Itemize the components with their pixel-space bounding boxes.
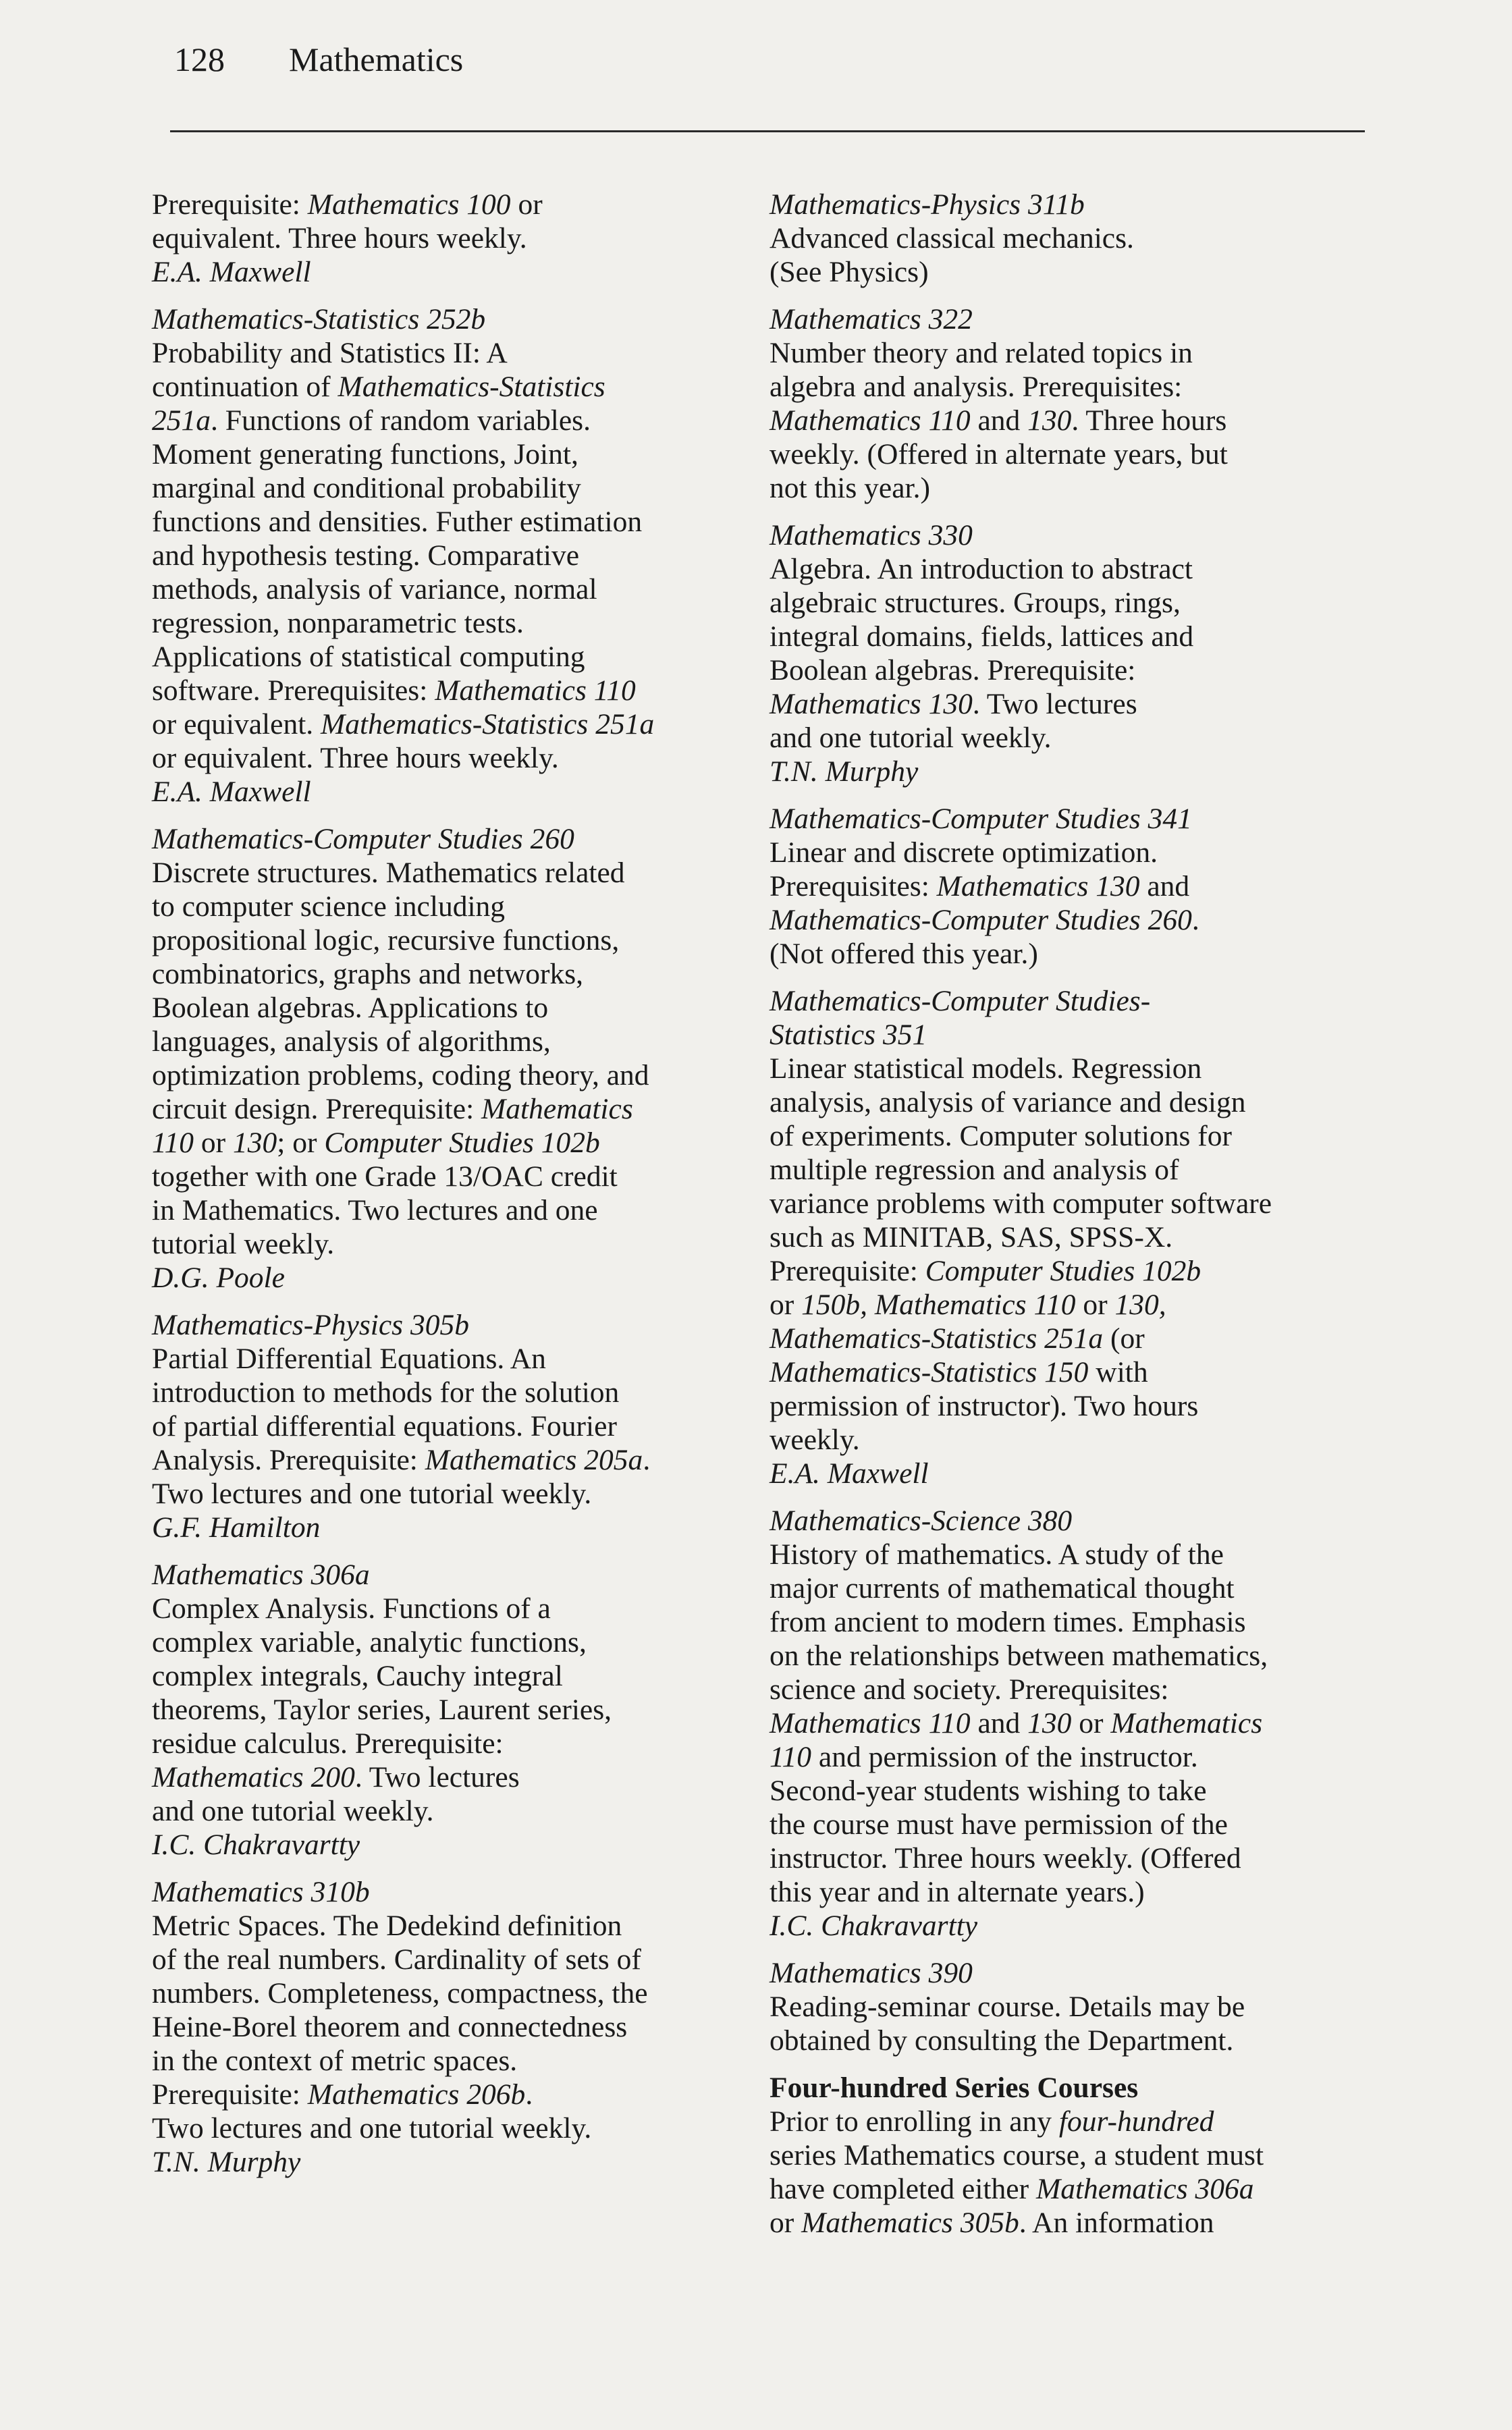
text-segment: or equivalent. (152, 708, 321, 740)
course-description (770, 1990, 1377, 2057)
text-line (152, 1025, 793, 1058)
text-segment: Prerequisite: (770, 1255, 925, 1287)
text-segment: continuation of (152, 371, 338, 403)
text-segment: permission of instructor). Two hours (770, 1390, 1199, 1422)
text-line (770, 1355, 1377, 1389)
text-line (152, 1477, 793, 1511)
text-segment: this year and in alternate years.) (770, 1876, 1145, 1908)
text-line (770, 937, 1377, 971)
text-line (152, 957, 793, 991)
course-reference: Mathematics-Statistics 251a (770, 1322, 1104, 1355)
course-reference: four-hundred (1058, 2105, 1214, 2138)
text-segment: theorems, Taylor series, Laurent series, (152, 1694, 612, 1726)
instructor-name: G.F. Hamilton (152, 1511, 321, 1544)
text-line (770, 586, 1377, 620)
text-segment: of experiments. Computer solutions for (770, 1120, 1233, 1152)
text-line (152, 404, 793, 437)
text-segment: Analysis. Prerequisite: (152, 1444, 425, 1476)
course-reference: 150b, Mathematics 110 (801, 1289, 1076, 1321)
course-reference: 110 (152, 1127, 194, 1159)
text-line (770, 552, 1377, 586)
text-segment: weekly. (Offered in alternate years, but (770, 438, 1228, 470)
course-description (152, 1592, 793, 1828)
course-title: Mathematics-Computer Studies 341 (770, 803, 1192, 835)
text-line (770, 836, 1377, 869)
text-segment: circuit design. Prerequisite: (152, 1093, 482, 1125)
text-segment: in Mathematics. Two lectures and one (152, 1194, 598, 1226)
text-line (770, 1187, 1377, 1220)
text-line (770, 404, 1377, 437)
course-reference: Mathematics 110 (770, 404, 971, 437)
course-reference: Mathematics (1110, 1707, 1263, 1739)
course-entry (770, 188, 1377, 289)
text-line (152, 1794, 793, 1828)
text-segment: such as MINITAB, SAS, SPSS-X. (770, 1221, 1173, 1253)
course-description (152, 336, 793, 775)
course-description (152, 188, 793, 255)
text-segment: . (1191, 904, 1199, 936)
section-title: Mathematics (289, 40, 464, 78)
text-line (770, 1322, 1377, 1355)
text-line (152, 991, 793, 1025)
course-reference: Mathematics 200 (152, 1761, 355, 1793)
text-segment: integral domains, fields, lattices and (770, 620, 1194, 653)
text-line (152, 1227, 793, 1261)
text-line (770, 1052, 1377, 1085)
text-line (770, 1571, 1377, 1605)
text-line (770, 370, 1377, 404)
text-segment: and permission of the instructor. (811, 1741, 1198, 1773)
text-segment: combinatorics, graphs and networks, (152, 958, 584, 990)
text-segment: obtained by consulting the Department. (770, 2024, 1234, 2057)
text-segment: from ancient to modern times. Emphasis (770, 1606, 1246, 1638)
text-segment: science and society. Prerequisites: (770, 1673, 1169, 1706)
text-line (152, 1092, 793, 1126)
text-line (152, 370, 793, 404)
text-segment: algebra and analysis. Prerequisites: (770, 371, 1183, 403)
text-segment: and (970, 404, 1028, 437)
text-segment: propositional logic, recursive functions, (152, 924, 620, 956)
text-segment: Partial Differential Equations. An (152, 1343, 546, 1375)
course-reference: Mathematics-Statistics (338, 371, 605, 403)
course-entry (770, 518, 1377, 788)
text-line (152, 1909, 793, 1943)
instructor-name: T.N. Murphy (152, 2146, 301, 2178)
course-reference: Computer Studies 102b (925, 1255, 1202, 1287)
text-segment: weekly. (770, 1424, 860, 1456)
text-segment: or (1071, 1707, 1111, 1739)
text-segment: History of mathematics. A study of the (770, 1538, 1224, 1571)
text-line (770, 1288, 1377, 1322)
course-reference: Mathematics 306a (1035, 2173, 1254, 2205)
text-segment: algebraic structures. Groups, rings, (770, 587, 1181, 619)
text-segment: methods, analysis of variance, normal (152, 573, 597, 605)
text-line (152, 707, 793, 741)
text-line (770, 2105, 1377, 2138)
text-segment: marginal and conditional probability (152, 472, 581, 504)
text-segment: Discrete structures. Mathematics related (152, 857, 625, 889)
text-line (770, 1673, 1377, 1706)
text-segment: Two lectures and one tutorial weekly. (152, 2112, 592, 2144)
text-segment: Two lectures and one tutorial weekly. (152, 1478, 592, 1510)
text-segment: Advanced classical mechanics. (770, 222, 1134, 254)
text-segment: Linear statistical models. Regression (770, 1052, 1202, 1085)
text-line (770, 687, 1377, 721)
text-line (770, 1774, 1377, 1808)
course-reference: Mathematics 206b (307, 2078, 526, 2111)
text-line (770, 1423, 1377, 1457)
text-segment: major currents of mathematical thought (770, 1572, 1235, 1604)
text-line (770, 721, 1377, 755)
text-segment: tutorial weekly. (152, 1228, 335, 1260)
text-segment: languages, analysis of algorithms, (152, 1025, 551, 1058)
course-reference: 130 (233, 1127, 277, 1159)
course-reference: Mathematics-Computer Studies 260 (770, 904, 1192, 936)
text-segment: Reading-seminar course. Details may be (770, 1991, 1245, 2023)
text-line (770, 1254, 1377, 1288)
text-segment: of partial differential equations. Fourier (152, 1410, 617, 1442)
text-line (152, 1160, 793, 1193)
instructor-name: I.C. Chakravartty (152, 1829, 360, 1861)
text-line (152, 1659, 793, 1693)
course-title: Mathematics 322 (770, 303, 973, 335)
text-segment: . An information (1019, 2207, 1214, 2239)
course-reference: Mathematics 130 (770, 688, 973, 720)
text-line (152, 1193, 793, 1227)
text-line (770, 1153, 1377, 1187)
text-line (152, 1727, 793, 1760)
course-reference: Mathematics 110 (435, 674, 636, 707)
text-line (152, 2010, 793, 2044)
course-title: Mathematics-Computer Studies 260 (152, 823, 574, 855)
text-segment: equivalent. Three hours weekly. (152, 222, 527, 254)
text-line (770, 471, 1377, 505)
text-segment: or equivalent. Three hours weekly. (152, 742, 559, 774)
text-line (770, 1389, 1377, 1423)
course-reference: 110 (770, 1741, 812, 1773)
text-segment: Boolean algebras. Prerequisite: (770, 654, 1136, 686)
text-segment: residue calculus. Prerequisite: (152, 1727, 504, 1760)
text-line (770, 903, 1377, 937)
course-reference: Mathematics 305b (801, 2207, 1019, 2239)
text-line (770, 869, 1377, 903)
instructor-name: T.N. Murphy (770, 755, 919, 788)
text-segment: or (510, 188, 543, 221)
course-entry (152, 1308, 793, 1544)
course-entry (152, 822, 793, 1295)
text-segment: Linear and discrete optimization. (770, 836, 1158, 869)
text-segment: . (643, 1444, 651, 1476)
course-description (770, 836, 1377, 971)
course-entry (152, 1875, 793, 2179)
course-title: Mathematics-Physics 311b (770, 188, 1085, 221)
text-segment: and one tutorial weekly. (152, 1795, 434, 1827)
text-segment: complex integrals, Cauchy integral (152, 1660, 563, 1692)
text-segment: Metric Spaces. The Dedekind definition (152, 1910, 622, 1942)
text-segment: Boolean algebras. Applications to (152, 992, 549, 1024)
course-entry (152, 188, 793, 289)
text-line (770, 255, 1377, 289)
course-entry (770, 1956, 1377, 2057)
text-segment: Complex Analysis. Functions of a (152, 1592, 551, 1625)
text-segment: (See Physics) (770, 256, 929, 288)
text-line (152, 1976, 793, 2010)
text-segment: on the relationships between mathematics, (770, 1640, 1268, 1672)
course-title-continued: Statistics 351 (770, 1019, 927, 1051)
course-description (152, 1909, 793, 2145)
text-segment: series Mathematics course, a student must (770, 2139, 1264, 2171)
text-line (152, 505, 793, 539)
text-segment: optimization problems, coding theory, and (152, 1059, 649, 1091)
text-segment: variance problems with computer software (770, 1187, 1272, 1220)
course-reference: Mathematics-Statistics 251a (321, 708, 655, 740)
right-column (770, 188, 1377, 2253)
text-segment: and (970, 1707, 1028, 1739)
course-description (770, 1052, 1377, 1457)
course-entry (152, 1558, 793, 1862)
text-line (770, 1119, 1377, 1153)
text-segment: in the context of metric spaces. (152, 2045, 518, 2077)
text-line (770, 1841, 1377, 1875)
text-line (152, 606, 793, 640)
text-line (152, 437, 793, 471)
text-line (152, 640, 793, 674)
course-reference: Mathematics 130 (936, 870, 1140, 902)
text-line (152, 2111, 793, 2145)
four-hundred-section (770, 2071, 1377, 2240)
course-description (770, 1538, 1377, 1909)
header-rule (170, 130, 1365, 132)
course-title: Mathematics-Statistics 252b (152, 303, 486, 335)
text-line (152, 1409, 793, 1443)
text-line (770, 437, 1377, 471)
text-line (770, 1085, 1377, 1119)
course-reference: Mathematics 205a (425, 1444, 643, 1476)
text-line (152, 890, 793, 923)
course-description (152, 1342, 793, 1511)
course-title: Mathematics 310b (152, 1876, 370, 1908)
text-line (152, 1943, 793, 1976)
section-heading: Four-hundred Series Courses (770, 2072, 1139, 2104)
text-segment: software. Prerequisites: (152, 674, 435, 707)
text-segment: (Not offered this year.) (770, 938, 1038, 970)
course-description (770, 221, 1377, 289)
text-line (152, 856, 793, 890)
text-line (152, 2078, 793, 2111)
text-line (152, 336, 793, 370)
text-segment: regression, nonparametric tests. (152, 607, 524, 639)
course-reference: Mathematics (481, 1093, 633, 1125)
text-segment: have completed either (770, 2173, 1036, 2205)
text-segment: Prerequisites: (770, 870, 937, 902)
instructor-name: E.A. Maxwell (152, 776, 311, 808)
course-title: Mathematics-Computer Studies- (770, 985, 1151, 1017)
text-segment: Applications of statistical computing (152, 641, 585, 673)
course-entry (770, 302, 1377, 505)
text-segment: . Functions of random variables. (211, 404, 591, 437)
text-segment: or (194, 1127, 234, 1159)
text-segment: Moment generating functions, Joint, (152, 438, 578, 470)
text-segment: and hypothesis testing. Comparative (152, 539, 580, 572)
text-line (152, 188, 793, 221)
text-line (770, 1875, 1377, 1909)
text-segment: Prior to enrolling in any (770, 2105, 1059, 2138)
text-line (152, 1693, 793, 1727)
instructor-name: E.A. Maxwell (152, 256, 311, 288)
course-reference: 130 (1027, 1707, 1072, 1739)
left-column (152, 188, 793, 2192)
text-segment: complex variable, analytic functions, (152, 1626, 587, 1658)
page-number: 128 (174, 40, 225, 78)
text-line (770, 2024, 1377, 2057)
text-line (770, 1706, 1377, 1740)
text-line (770, 1538, 1377, 1571)
course-reference: 130, (1114, 1289, 1166, 1321)
text-line (152, 2044, 793, 2078)
course-reference: Computer Studies 102b (324, 1127, 600, 1159)
text-line (770, 1605, 1377, 1639)
text-line (152, 572, 793, 606)
text-line (770, 2172, 1377, 2206)
text-line (152, 1376, 793, 1409)
text-segment: Number theory and related topics in (770, 337, 1193, 369)
text-line (770, 2206, 1377, 2240)
text-segment: the course must have permission of the (770, 1808, 1228, 1841)
text-segment: . Two lectures (972, 688, 1137, 720)
text-line (152, 471, 793, 505)
text-line (770, 1220, 1377, 1254)
course-entry (770, 984, 1377, 1490)
text-segment: multiple regression and analysis of (770, 1154, 1179, 1186)
text-line (152, 1625, 793, 1659)
text-segment: Prerequisite: (152, 2078, 308, 2111)
instructor-name: E.A. Maxwell (770, 1457, 929, 1490)
text-line (152, 539, 793, 572)
text-segment: and one tutorial weekly. (770, 722, 1052, 754)
text-segment: or (770, 1289, 802, 1321)
text-line (770, 336, 1377, 370)
text-line (770, 2138, 1377, 2172)
text-segment: or (1075, 1289, 1115, 1321)
text-segment: . Three hours (1071, 404, 1227, 437)
text-segment: . (525, 2078, 533, 2111)
text-segment: instructor. Three hours weekly. (Offered (770, 1842, 1241, 1874)
text-line (770, 620, 1377, 653)
page-header (174, 39, 463, 80)
text-line (152, 674, 793, 707)
text-line (152, 221, 793, 255)
text-line (152, 1126, 793, 1160)
course-reference: Mathematics 100 (307, 188, 511, 221)
course-reference: Mathematics-Statistics 150 (770, 1356, 1089, 1388)
course-reference: 130 (1027, 404, 1072, 437)
text-segment: not this year.) (770, 472, 930, 504)
text-segment: Second-year students wishing to take (770, 1775, 1207, 1807)
text-segment: . Two lectures (354, 1761, 520, 1793)
course-title: Mathematics 390 (770, 1957, 973, 1989)
course-entry (770, 1504, 1377, 1943)
text-line (770, 1639, 1377, 1673)
course-entry (152, 302, 793, 809)
text-segment: ; or (277, 1127, 325, 1159)
text-segment: Prerequisite: (152, 188, 308, 221)
text-line (770, 1740, 1377, 1774)
course-title: Mathematics-Physics 305b (152, 1309, 469, 1341)
text-line (152, 1342, 793, 1376)
text-line (770, 653, 1377, 687)
course-reference: 251a (152, 404, 211, 437)
text-segment: with (1088, 1356, 1148, 1388)
text-segment: and (1139, 870, 1190, 902)
text-segment: together with one Grade 13/OAC credit (152, 1160, 618, 1193)
text-line (770, 1990, 1377, 2024)
course-title: Mathematics-Science 380 (770, 1505, 1073, 1537)
text-line (152, 923, 793, 957)
course-entry (770, 802, 1377, 971)
text-segment: (or (1103, 1322, 1145, 1355)
text-segment: Probability and Statistics II: A (152, 337, 508, 369)
course-description (770, 552, 1377, 755)
course-description (152, 856, 793, 1261)
text-segment: functions and densities. Futher estimation (152, 506, 643, 538)
text-line (152, 1443, 793, 1477)
course-description (770, 336, 1377, 505)
course-title: Mathematics 330 (770, 519, 973, 551)
instructor-name: I.C. Chakravartty (770, 1910, 978, 1942)
course-title: Mathematics 306a (152, 1559, 370, 1591)
text-line (152, 1058, 793, 1092)
text-segment: Algebra. An introduction to abstract (770, 553, 1193, 585)
text-segment: analysis, analysis of variance and design (770, 1086, 1246, 1118)
text-line (770, 221, 1377, 255)
text-segment: or (770, 2207, 802, 2239)
text-segment: of the real numbers. Cardinality of sets of (152, 1943, 641, 1976)
text-segment: to computer science including (152, 890, 506, 923)
text-line (152, 1760, 793, 1794)
text-segment: Heine-Borel theorem and connectedness (152, 2011, 628, 2043)
text-line (152, 1592, 793, 1625)
course-reference: Mathematics 110 (770, 1707, 971, 1739)
text-line (152, 741, 793, 775)
text-segment: numbers. Completeness, compactness, the (152, 1977, 648, 2009)
text-segment: introduction to methods for the solution (152, 1376, 620, 1409)
instructor-name: D.G. Poole (152, 1262, 285, 1294)
text-line (770, 1808, 1377, 1841)
